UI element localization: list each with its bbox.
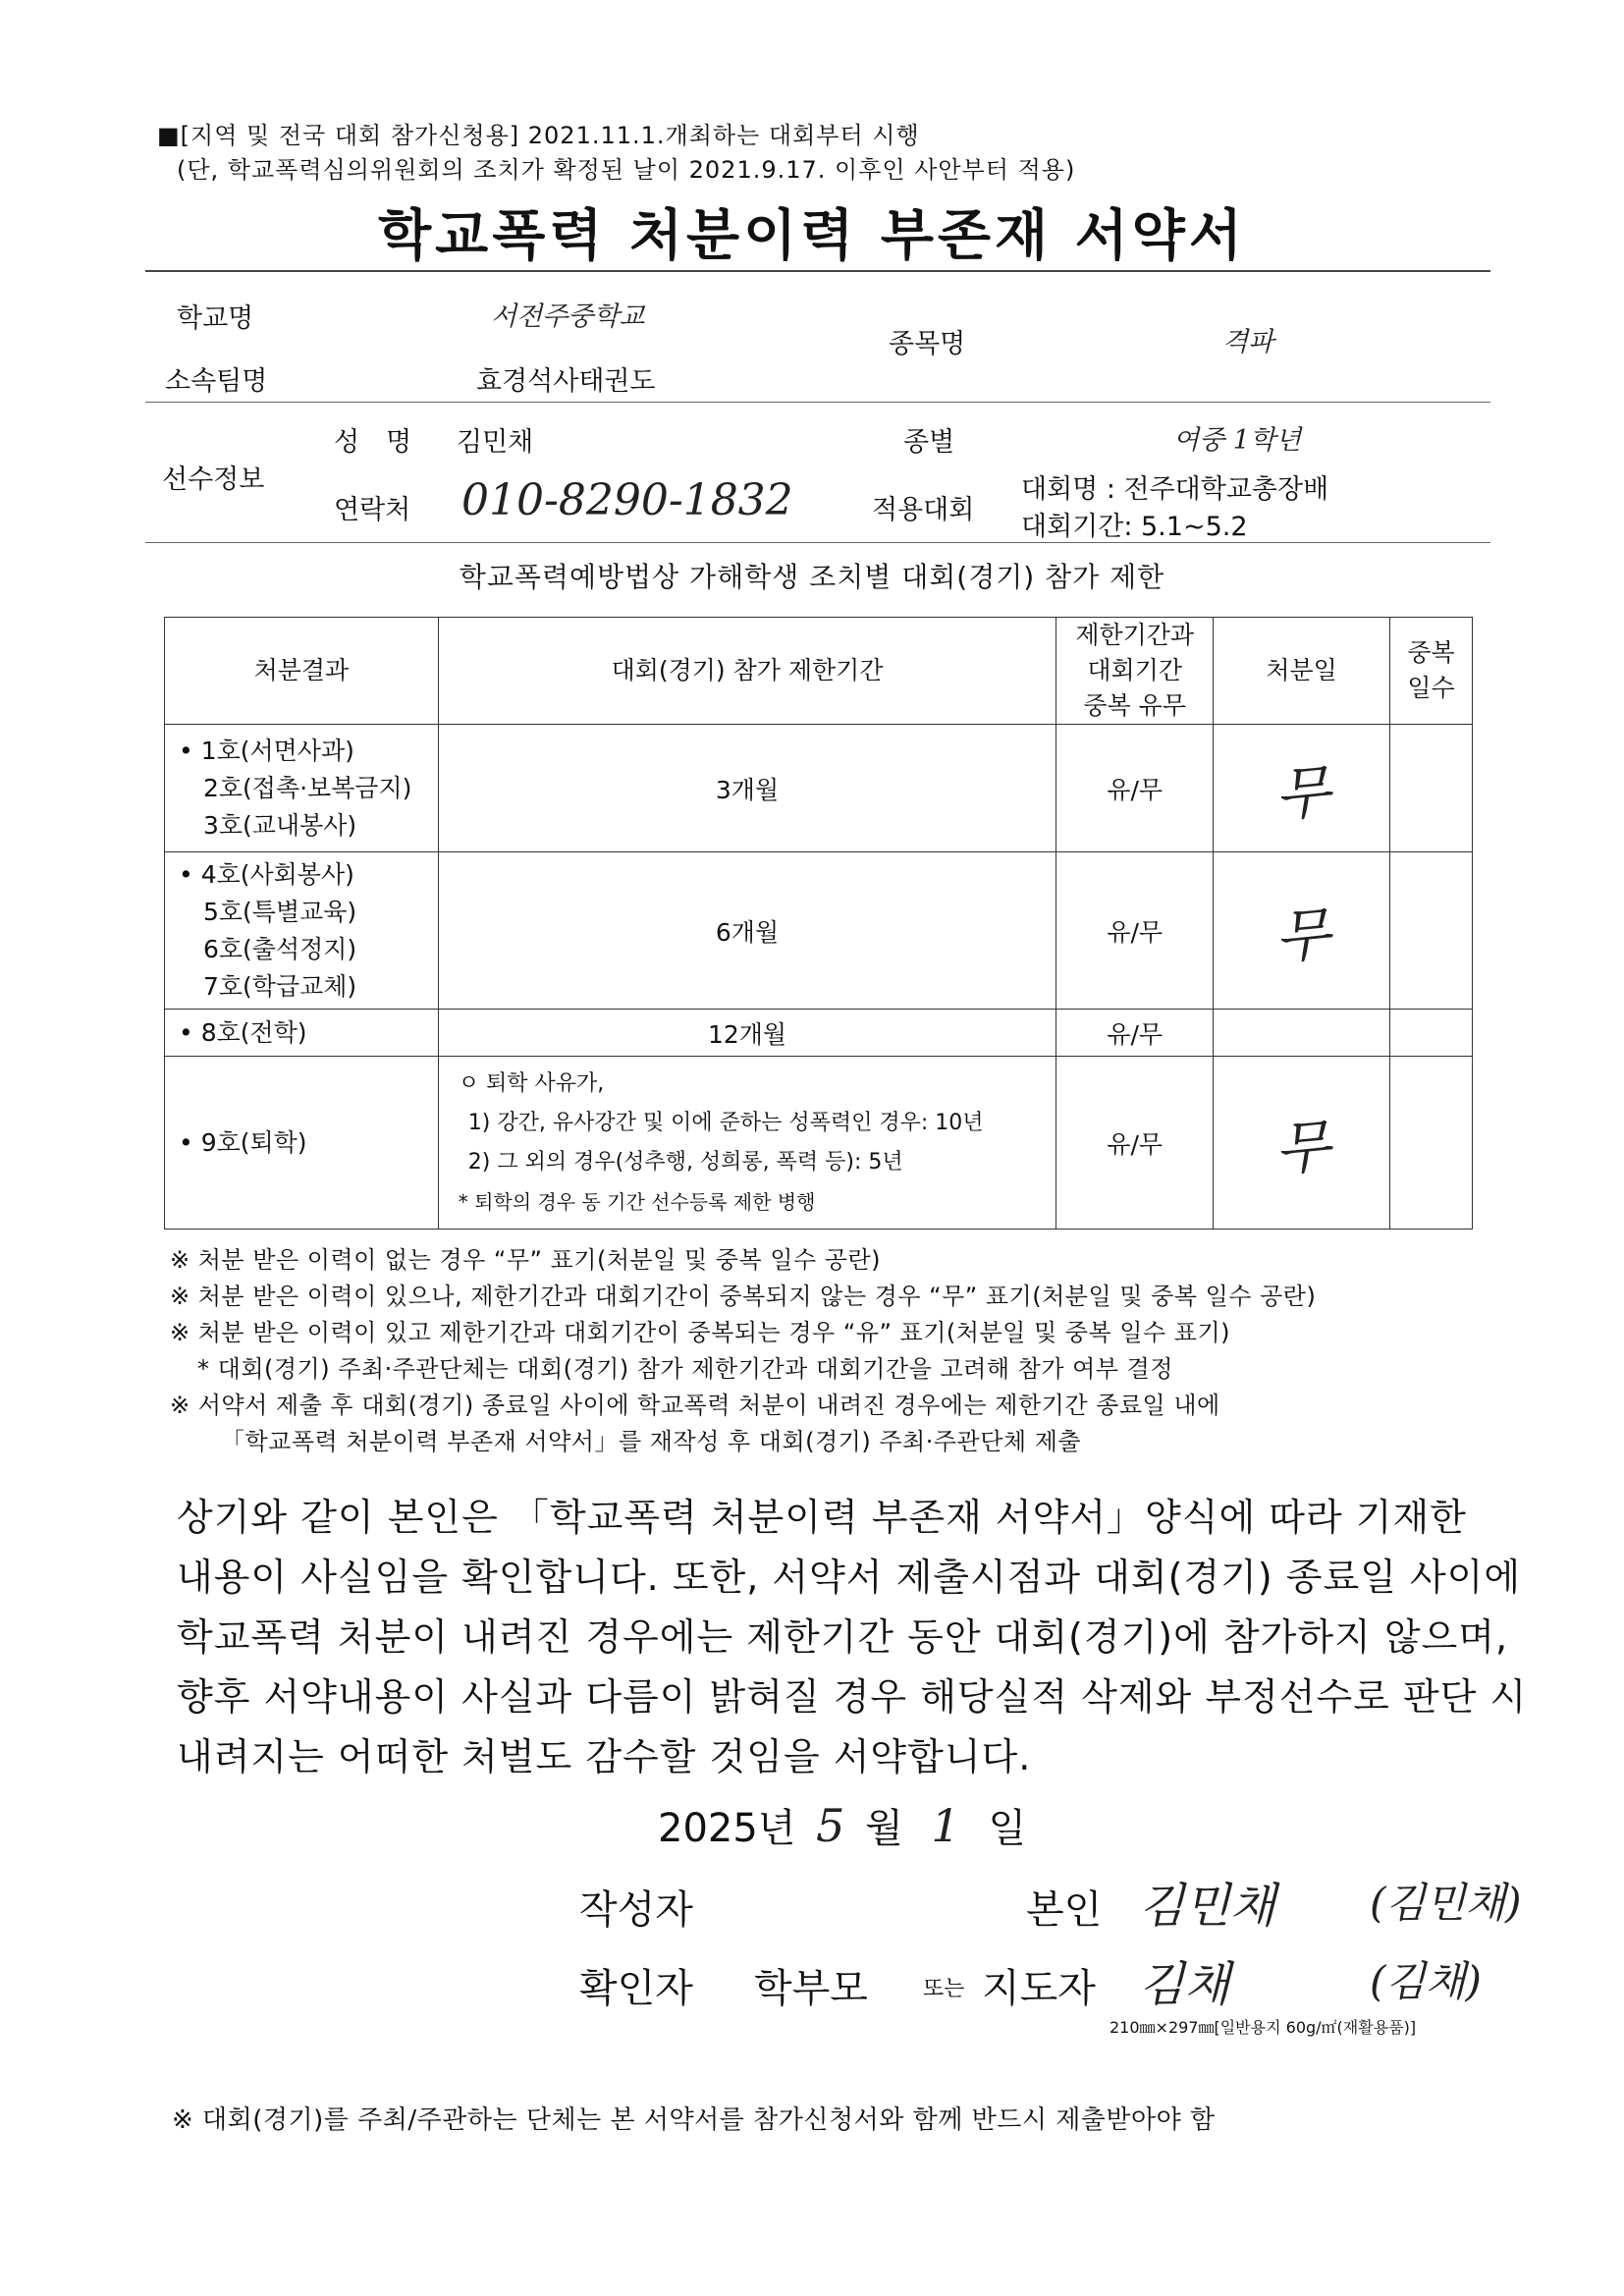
header-overlap-line: 중복 유무 <box>1083 691 1186 720</box>
header-date: 처분일 <box>1214 618 1390 725</box>
days-cell <box>1390 1010 1473 1057</box>
event-value: 격파 <box>1222 327 1274 357</box>
competition-period: 대회기간: 5.1~5.2 <box>1021 512 1248 542</box>
period-cell: 6개월 <box>438 852 1056 1010</box>
overlap-cell: 유/무 <box>1056 852 1214 1010</box>
period-line: 2) 그 외의 경우(성추행, 성희롱, 폭력 등): 5년 <box>467 1149 903 1175</box>
date-year: 2025년 <box>658 1806 796 1851</box>
date-cell <box>1214 852 1390 1010</box>
days-cell <box>1390 725 1473 852</box>
overlap-cell: 유/무 <box>1056 725 1214 852</box>
signing-date <box>658 1797 1026 1853</box>
result-line: 5호(특별교육) <box>179 897 357 926</box>
contact-value: 010-8290-1832 <box>461 475 793 525</box>
name-value: 김민채 <box>457 427 534 458</box>
applied-competition-label: 적용대회 <box>872 495 975 525</box>
paper-spec: 210㎜×297㎜[일반용지 60g/㎡(재활용품)] <box>1110 2018 1417 2037</box>
pledge-line: 상기와 같이 본인은 「학교폭력 처분이력 부존재 서약서」양식에 따라 기재한 <box>177 1496 1467 1539</box>
school-label: 학교명 <box>177 303 254 334</box>
divider <box>145 270 1490 272</box>
date-day-label: 일 <box>988 1806 1027 1851</box>
header-period: 대회(경기) 참가 제한기간 <box>438 618 1056 725</box>
date-day: 1 <box>931 1799 960 1852</box>
result-line: 2호(접촉·보복금지) <box>179 773 412 802</box>
footer-note: ※ 대회(경기)를 주최/주관하는 단체는 본 서약서를 참가신청서와 함께 반드시 제출받아야 함 <box>172 2105 1216 2135</box>
notes-block <box>170 1242 1316 1460</box>
team-label: 소속팀명 <box>165 366 268 397</box>
overlap-cell: 유/무 <box>1056 1057 1214 1230</box>
period-line: ㅇ 퇴학 사유가, <box>458 1070 605 1096</box>
period-line: 1) 강간, 유사강간 및 이에 준하는 성폭력인 경우: 10년 <box>467 1110 984 1135</box>
table-header-row <box>165 618 1473 725</box>
notice-line-2: (단, 학교폭력심의위원회의 조치가 확정된 날이 2021.9.17. 이후인 사안부터 적용) <box>177 156 1076 184</box>
event-label: 종목명 <box>889 329 966 359</box>
school-value: 서전주중학교 <box>491 301 645 332</box>
result-cell <box>165 725 439 852</box>
table-row <box>165 852 1473 1010</box>
header-overlap-line: 제한기간과 <box>1075 621 1195 649</box>
days-cell <box>1390 1057 1473 1230</box>
overlap-cell: 유/무 <box>1056 1010 1214 1057</box>
table-row <box>165 1010 1473 1057</box>
days-cell <box>1390 852 1473 1010</box>
pledge-body <box>177 1488 1527 1787</box>
pledge-line: 향후 서약내용이 사실과 다름이 밝혀질 경우 해당실적 삭제와 부정선수로 판단 시 <box>177 1675 1528 1719</box>
coach-signature: 김채 <box>1139 1957 1230 2012</box>
pledge-line: 내려지는 어떠한 처벌도 감수할 것임을 서약합니다. <box>177 1735 1032 1778</box>
note-line: ※ 처분 받은 이력이 있으나, 제한기간과 대회기간이 중복되지 않는 경우 “무” 표기(처분일 및 중복 일수 공란) <box>170 1283 1317 1310</box>
header-days <box>1390 618 1473 725</box>
category-value: 여중 1학년 <box>1173 425 1302 456</box>
result-line: 6호(출석정지) <box>179 934 357 963</box>
date-cell <box>1214 725 1390 852</box>
category-label: 종별 <box>903 427 955 458</box>
date-cell <box>1214 1057 1390 1230</box>
result-line: • 9호(퇴학) <box>179 1127 307 1157</box>
notice-line-1: ■[지역 및 전국 대회 참가신청용] 2021.11.1.개최하는 대회부터 시행 <box>157 122 920 149</box>
header-result: 처분결과 <box>165 618 439 725</box>
note-line: ※ 처분 받은 이력이 있고 제한기간과 대회기간이 중복되는 경우 “유” 표기(처분일 및 중복 일수 표기) <box>170 1319 1230 1346</box>
handwritten-mark: 무 <box>1272 1112 1332 1183</box>
restriction-table <box>164 617 1473 1230</box>
result-line: 3호(교내봉사) <box>179 810 357 840</box>
coach-label: 지도자 <box>982 1966 1096 2011</box>
self-signature: 김민채 <box>1139 1879 1276 1934</box>
pledge-line: 학교폭력 처분이 내려진 경우에는 제한기간 동안 대회(경기)에 참가하지 않으며, <box>177 1615 1509 1659</box>
document-title: 학교폭력 처분이력 부존재 서약서 <box>378 204 1246 268</box>
self-label: 본인 <box>1026 1887 1103 1933</box>
divider <box>145 402 1490 403</box>
result-line: 7호(학급교체) <box>179 971 357 1001</box>
note-line: * 대회(경기) 주최·주관단체는 대회(경기) 참가 제한기간과 대회기간을 고려해 참가 여부 결정 <box>197 1355 1173 1383</box>
parent-label: 학부모 <box>754 1966 868 2011</box>
date-month: 5 <box>816 1799 845 1852</box>
period-cell: 12개월 <box>438 1010 1056 1057</box>
header-overlap-line: 대회기간 <box>1087 656 1182 684</box>
table-row <box>165 1057 1473 1230</box>
note-line: ※ 서약서 제출 후 대회(경기) 종료일 사이에 학교폭력 처분이 내려진 경우에는 제한기간 종료일 내에 <box>170 1392 1220 1419</box>
contact-label: 연락처 <box>334 495 411 525</box>
pledge-line: 내용이 사실임을 확인합니다. 또한, 서약서 제출시점과 대회(경기) 종료일 사이에 <box>177 1556 1522 1599</box>
result-line: • 4호(사회봉사) <box>179 859 354 889</box>
table-title: 학교폭력예방법상 가해학생 조치별 대회(경기) 참가 제한 <box>459 561 1165 593</box>
result-line: • 1호(서면사과) <box>179 736 354 765</box>
date-month-label: 월 <box>865 1806 903 1851</box>
header-days-line: 중복 <box>1407 638 1455 667</box>
result-cell <box>165 1010 439 1057</box>
confirmer-label: 확인자 <box>579 1966 693 2011</box>
date-cell <box>1214 1010 1390 1057</box>
handwritten-mark: 무 <box>1272 900 1332 971</box>
self-seal: (김민채) <box>1370 1879 1522 1927</box>
note-line: ※ 처분 받은 이력이 없는 경우 “무” 표기(처분일 및 중복 일수 공란) <box>170 1246 882 1274</box>
period-cell: 3개월 <box>438 725 1056 852</box>
writer-label: 작성자 <box>579 1887 693 1933</box>
handwritten-mark: 무 <box>1272 757 1332 829</box>
divider <box>145 542 1490 543</box>
period-cell <box>438 1057 1056 1230</box>
period-line: * 퇴학의 경우 동 기간 선수등록 제한 병행 <box>458 1189 816 1214</box>
header-days-line: 일수 <box>1407 674 1455 702</box>
coach-seal: (김채) <box>1370 1957 1482 2005</box>
result-line: • 8호(전학) <box>179 1017 307 1047</box>
team-value: 효경석사태권도 <box>476 366 656 397</box>
table-row <box>165 725 1473 852</box>
header-overlap <box>1056 618 1214 725</box>
competition-name: 대회명 : 전주대학교총장배 <box>1021 474 1329 505</box>
result-cell <box>165 852 439 1010</box>
result-cell <box>165 1057 439 1230</box>
note-line: 「학교폭력 처분이력 부존재 서약서」를 재작성 후 대회(경기) 주최·주관단체 제출 <box>221 1428 1082 1455</box>
name-label: 성 명 <box>334 427 412 458</box>
or-label: 또는 <box>923 1977 965 2001</box>
player-info-label: 선수정보 <box>162 465 265 495</box>
